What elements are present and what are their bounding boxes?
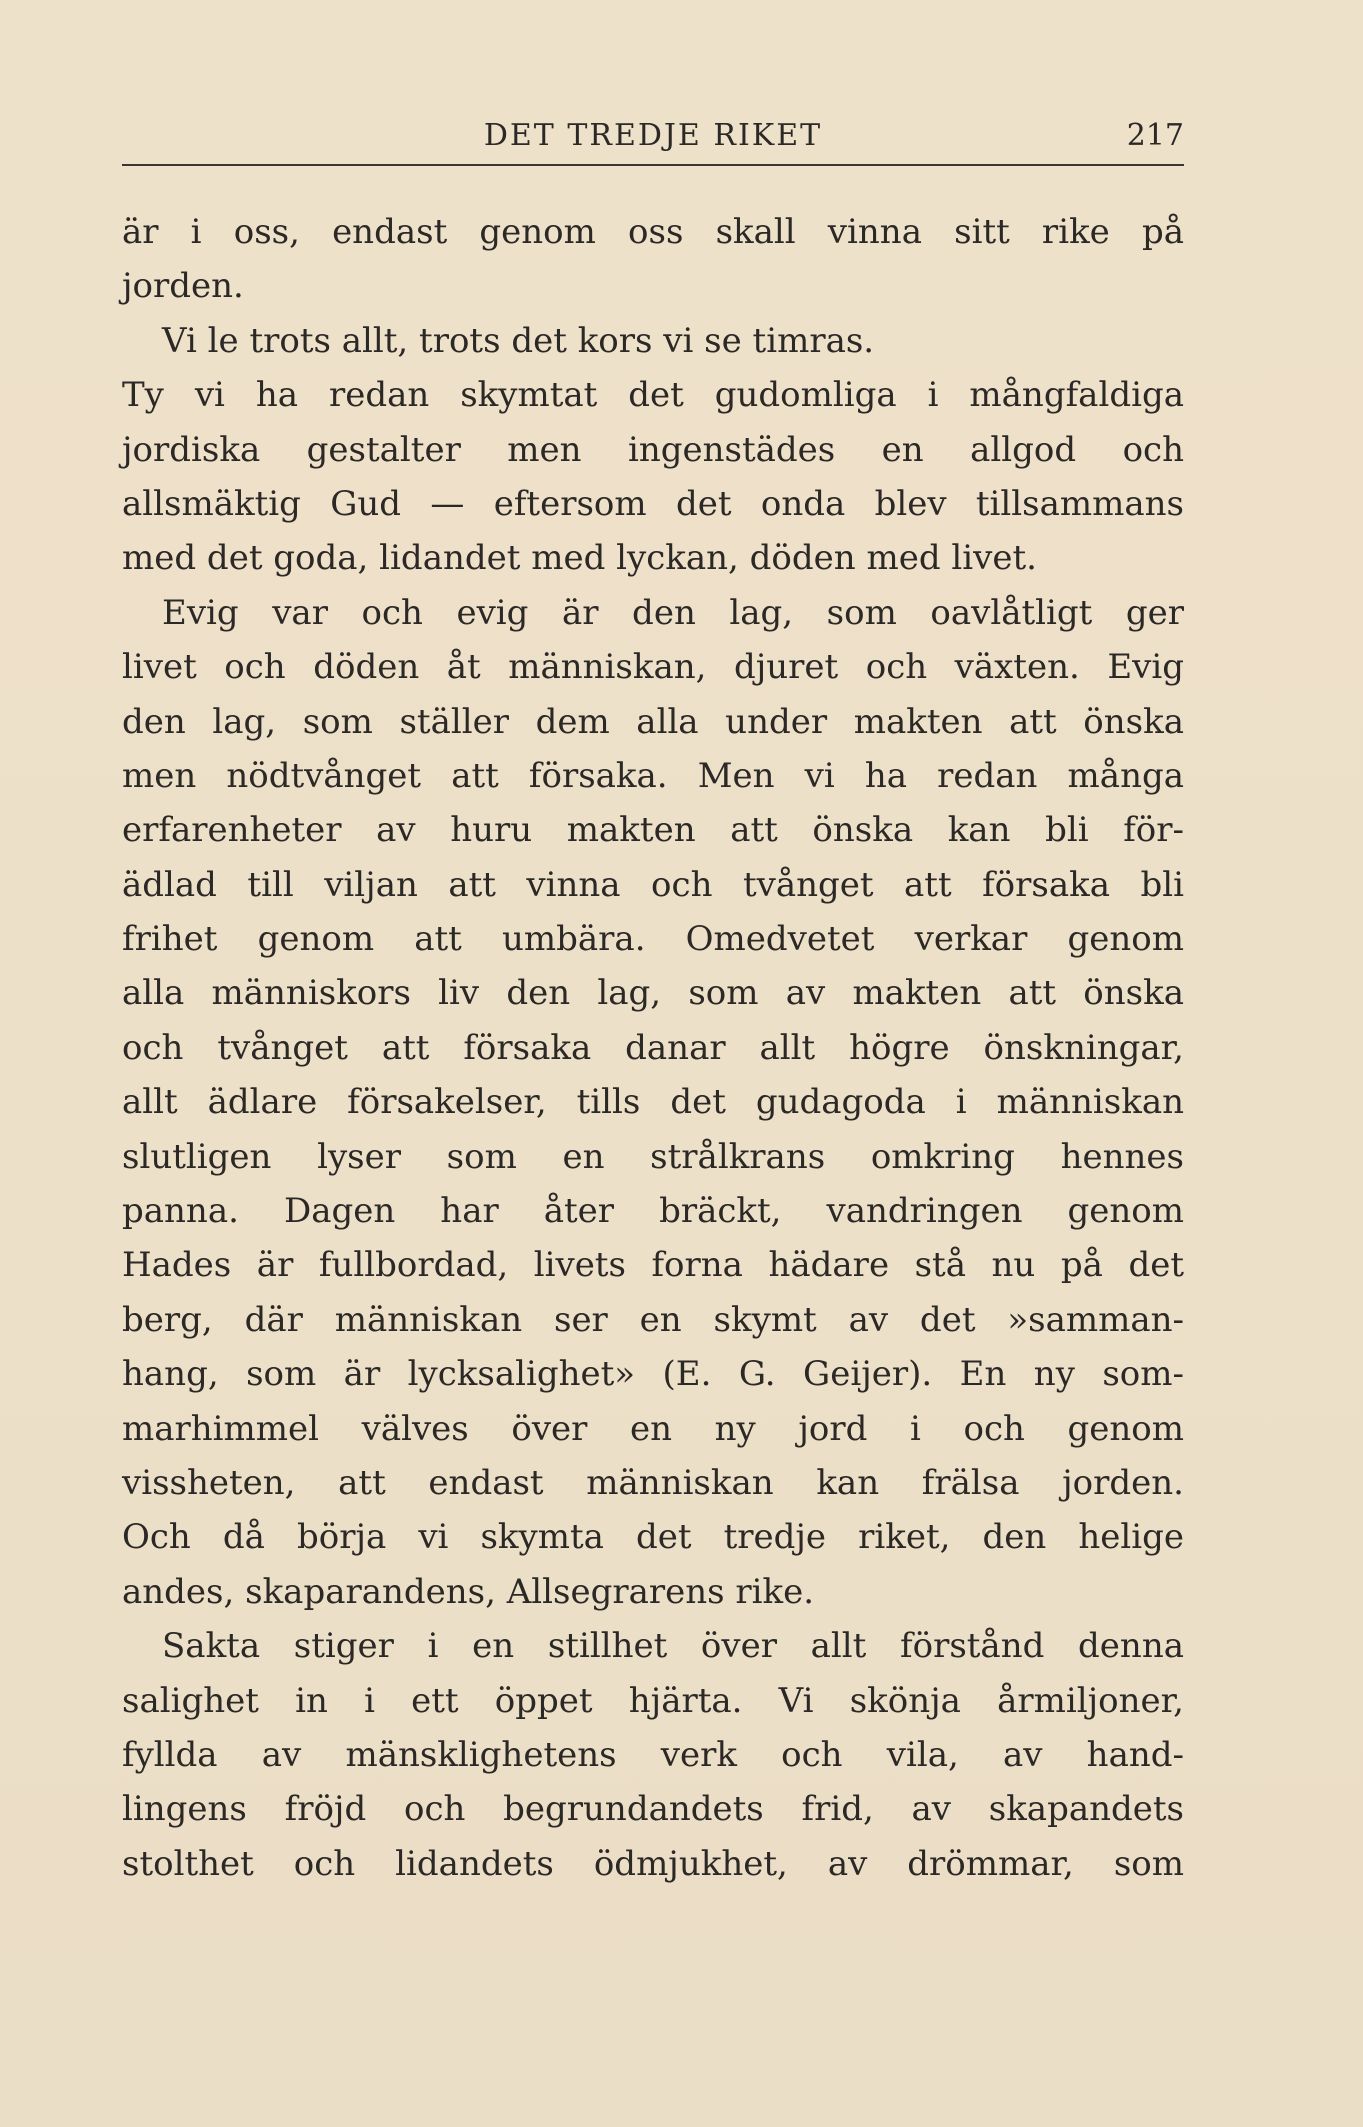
text-line: Ty vi ha redan skymtat det gudomliga i mångfaldiga xyxy=(122,375,1184,416)
header-rule xyxy=(122,164,1184,166)
text-line: salighet in i ett öppet hjärta. Vi skönja årmiljoner, xyxy=(122,1680,1184,1721)
text-line: Vi le trots allt, trots det kors vi se timras. xyxy=(162,320,875,361)
text-line: men nödtvånget att försaka. Men vi ha redan många xyxy=(122,755,1184,796)
text-line: panna. Dagen har åter bräckt, vandringen genom xyxy=(122,1191,1184,1232)
text-line: andes, skaparandens, Allsegrarens rike. xyxy=(122,1571,815,1612)
text-line: och tvånget att försaka danar allt högre önskningar, xyxy=(122,1027,1184,1068)
text-line: berg, där människan ser en skymt av det »samman- xyxy=(122,1299,1184,1340)
text-line: är i oss, endast genom oss skall vinna sitt rike på xyxy=(122,212,1184,252)
text-line: vissheten, att endast människan kan frälsa jorden. xyxy=(122,1462,1184,1503)
text-line: stolthet och lidandets ödmjukhet, av drömmar, som xyxy=(122,1843,1184,1884)
text-line: fyllda av mänsklighetens verk och vila, av hand- xyxy=(122,1734,1184,1775)
text-line: ädlad till viljan att vinna och tvånget att försaka bli xyxy=(122,864,1184,905)
text-line: jordiska gestalter men ingenstädes en allgod och xyxy=(122,429,1184,470)
text-line: erfarenheter av huru makten att önska kan bli för- xyxy=(122,810,1184,851)
text-line: med det goda, lidandet med lyckan, döden med livet. xyxy=(122,538,1037,579)
text-line: livet och döden åt människan, djuret och växten. Evig xyxy=(122,647,1184,688)
text-line: Och då börja vi skymta det tredje riket, den helige xyxy=(122,1517,1184,1558)
page-number: 217 xyxy=(1126,118,1184,153)
text-line: lingens fröjd och begrundandets frid, av skapandets xyxy=(122,1789,1184,1830)
text-line: hang, som är lycksalighet» (E. G. Geijer). En ny som- xyxy=(122,1354,1184,1395)
text-line: allsmäktig Gud — eftersom det onda blev tillsammans xyxy=(122,483,1184,524)
text-line: alla människors liv den lag, som av makten att önska xyxy=(122,973,1184,1014)
text-line: Evig var och evig är den lag, som oavlåtligt ger xyxy=(162,592,1184,633)
text-line: Hades är fullbordad, livets forna hädare stå nu på det xyxy=(122,1245,1184,1286)
running-title: DET TREDJE RIKET xyxy=(483,118,823,153)
text-line: frihet genom att umbära. Omedvetet verkar genom xyxy=(122,919,1184,960)
text-line: Sakta stiger i en stillhet över allt förstånd denna xyxy=(162,1626,1184,1667)
text-line: slutligen lyser som en strålkrans omkring hennes xyxy=(122,1136,1184,1177)
body-text xyxy=(122,205,1184,1891)
text-line: marhimmel välves över en ny jord i och genom xyxy=(122,1408,1184,1449)
text-line: den lag, som ställer dem alla under makten att önska xyxy=(122,701,1184,742)
text-line: jorden. xyxy=(122,266,244,307)
text-line: allt ädlare försakelser, tills det gudagoda i människan xyxy=(122,1082,1184,1123)
running-head xyxy=(122,116,1184,156)
